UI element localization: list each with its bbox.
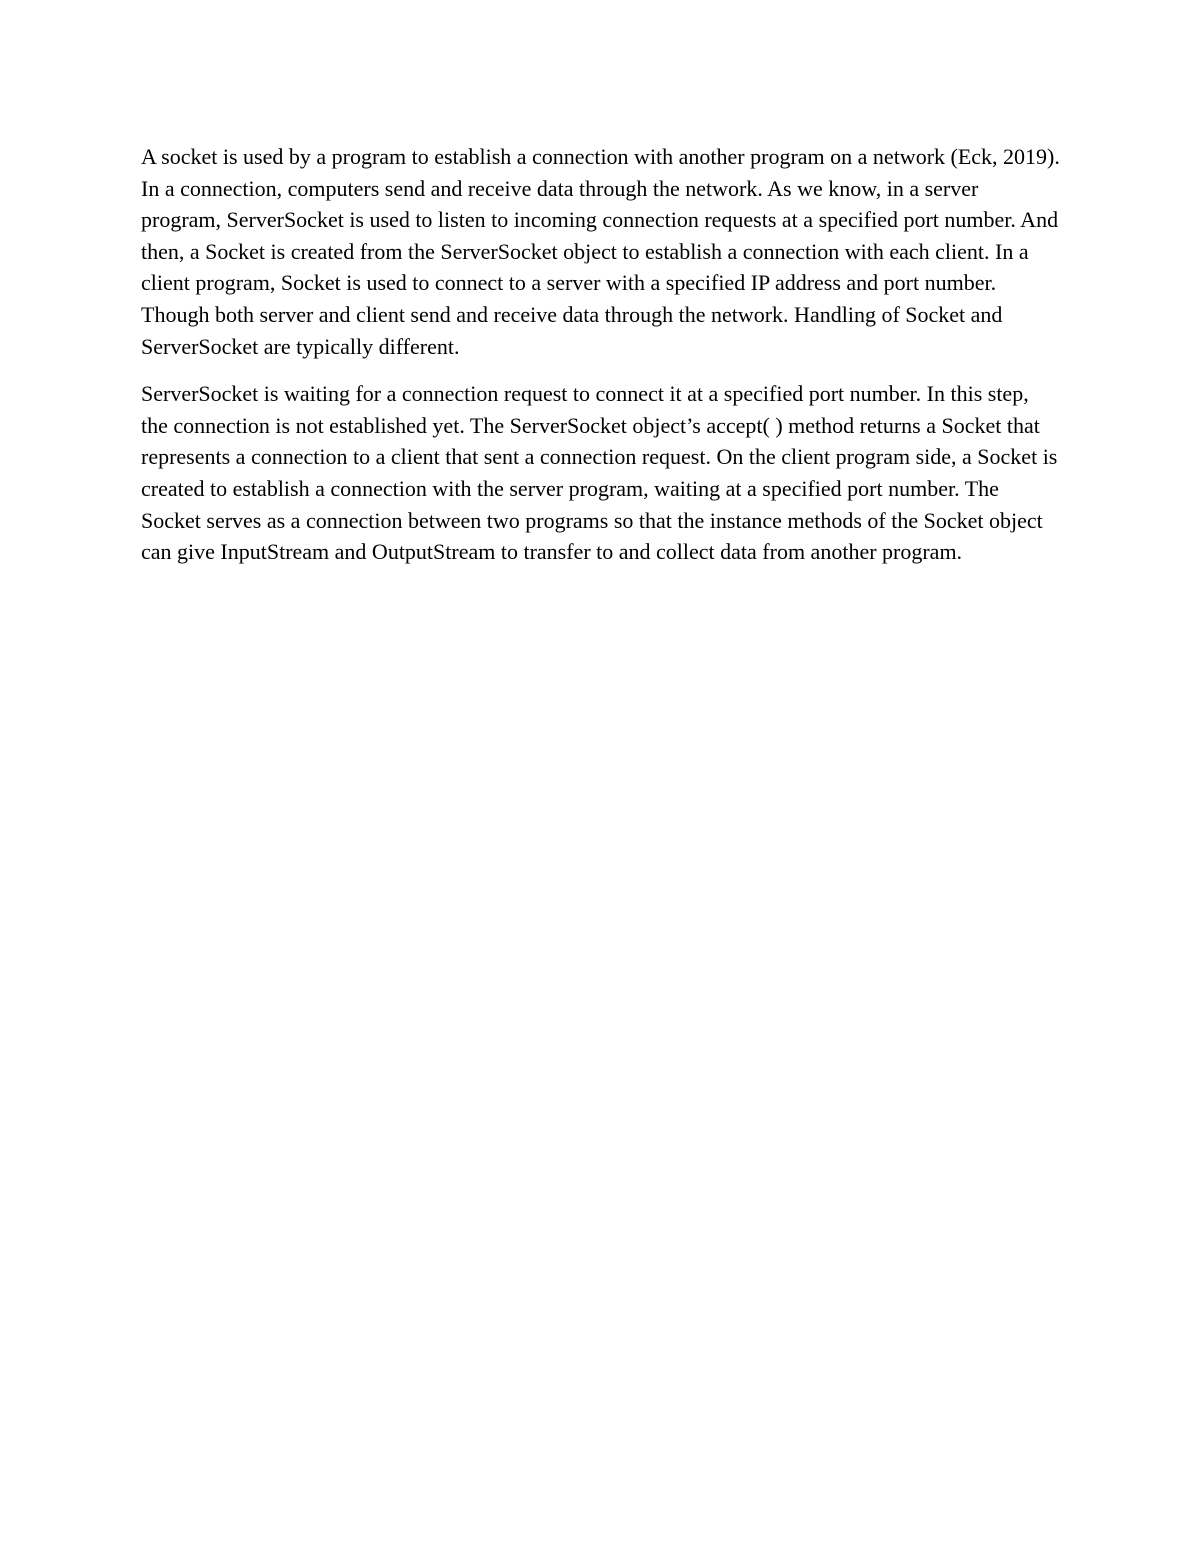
document-body bbox=[141, 141, 1061, 584]
paragraph: ServerSocket is waiting for a connection request to connect it at a specified port number. In this step, the connection is not established yet. The ServerSocket object’s accept( ) method returns a Socket that represents a connection to a client that sent a connection request. On the client program side, a Socket is created to establish a connection with the server program, waiting at a specified port number. The Socket serves as a connection between two programs so that the instance methods of the Socket object can give InputStream and OutputStream to transfer to and collect data from another program. bbox=[141, 381, 1058, 565]
paragraph: A socket is used by a program to establish a connection with another program on a network (Eck, 2019). In a connection, computers send and receive data through the network. As we know, in a server program, ServerSocket is used to listen to incoming connection requests at a specified port number. And then, a Socket is created from the ServerSocket object to establish a connection with each client. In a client program, Socket is used to connect to a server with a specified IP address and port number. Though both server and client send and receive data through the network. Handling of Socket and ServerSocket are typically different. bbox=[141, 144, 1060, 359]
